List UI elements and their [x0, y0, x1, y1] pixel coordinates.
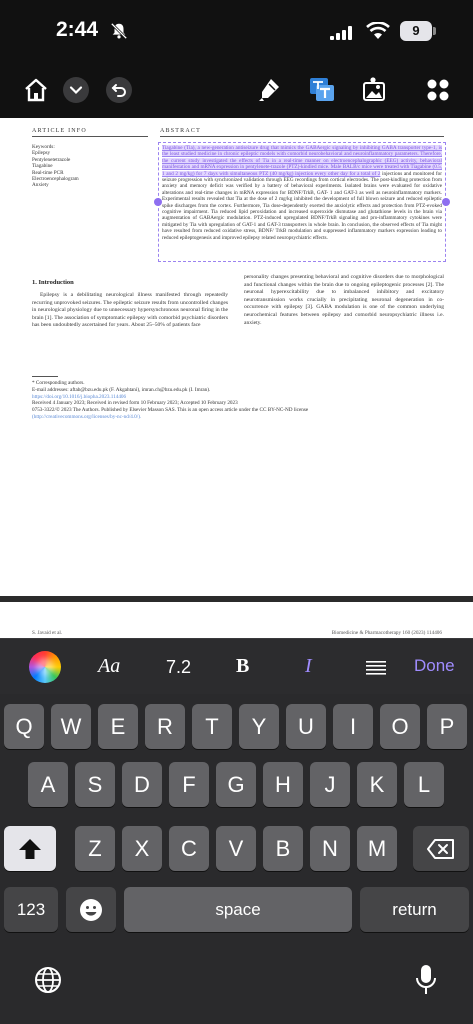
key-z[interactable]: Z — [75, 826, 115, 871]
selection-handle-right[interactable] — [442, 198, 450, 206]
collapse-button[interactable] — [63, 77, 89, 103]
document-view[interactable] — [0, 118, 473, 638]
footnote-label: * Corresponding authors. — [32, 380, 85, 386]
key-v[interactable]: V — [216, 826, 256, 871]
more-tools-button[interactable] — [422, 74, 454, 106]
key-n[interactable]: N — [310, 826, 350, 871]
running-header — [32, 630, 442, 636]
footnote-divider — [32, 376, 58, 377]
backspace-icon — [427, 839, 455, 859]
key-o[interactable]: O — [380, 704, 420, 749]
key-l[interactable]: L — [404, 762, 444, 807]
keyword: Anxiety — [32, 182, 49, 189]
key-i[interactable]: I — [333, 704, 373, 749]
doi-link[interactable]: https://doi.org/10.1016/j.biopha.2023.114406 — [32, 393, 127, 400]
selection-handle-left[interactable] — [154, 198, 162, 206]
text-format-bar — [0, 638, 473, 694]
globe-icon[interactable] — [34, 966, 62, 994]
keyword: Keywords: — [32, 144, 55, 150]
keyword: Tiagabine — [32, 163, 53, 170]
pdf-page-2[interactable] — [0, 602, 473, 638]
key-q[interactable]: Q — [4, 704, 44, 749]
key-d[interactable]: D — [122, 762, 162, 807]
key-r[interactable]: R — [145, 704, 185, 749]
done-button[interactable]: Done — [414, 656, 455, 675]
key-f[interactable]: F — [169, 762, 209, 807]
return-key[interactable] — [360, 887, 469, 932]
color-picker-button[interactable] — [29, 651, 61, 683]
pdf-page-1[interactable] — [0, 118, 473, 596]
numbers-key[interactable] — [4, 887, 58, 932]
delete-key[interactable] — [413, 826, 469, 871]
key-u[interactable]: U — [286, 704, 326, 749]
key-c[interactable]: C — [169, 826, 209, 871]
undo-icon — [111, 82, 127, 98]
align-lines-icon[interactable] — [366, 661, 386, 675]
key-b[interactable]: B — [263, 826, 303, 871]
key-m[interactable]: M — [357, 826, 397, 871]
battery-level: 9 — [400, 21, 432, 41]
running-author: S. Javaid et al. — [32, 630, 63, 636]
battery-tip — [433, 27, 436, 35]
key-e[interactable]: E — [98, 704, 138, 749]
article-info-heading: ARTICLE INFO — [32, 128, 87, 134]
key-p[interactable]: P — [427, 704, 467, 749]
key-y[interactable]: Y — [239, 704, 279, 749]
status-bar — [0, 0, 473, 62]
email-line: E-mail addresses: aftab@bzu.edu.pk (F. Akgahtani), imran.ch@bzu.edu.pk (I. Imran). — [32, 386, 211, 393]
footnotes — [32, 380, 442, 421]
bold-button[interactable]: B — [236, 655, 250, 677]
cellular-signal-icon — [330, 26, 352, 40]
space-label: space — [215, 899, 261, 919]
undo-button[interactable] — [106, 77, 132, 103]
abstract-text-box[interactable] — [158, 142, 446, 262]
received-line: Received 4 January 2023; Received in revised form 10 February 2023; Accepted 10 February 2023 — [32, 400, 238, 407]
keyword: Epilepsy — [32, 150, 51, 157]
keywords-list — [32, 144, 79, 189]
key-h[interactable]: H — [263, 762, 303, 807]
key-j[interactable]: J — [310, 762, 350, 807]
image-tool-button[interactable] — [358, 74, 390, 106]
running-journal: Biomedicine & Pharmacotherapy 160 (2023) 114406 — [331, 630, 442, 636]
keyword: Real-time PCR — [32, 169, 64, 176]
intro-column-1: Epilepsy is a debilitating neurological illness manifested through repeatedly recurring unprovoked seizures. The epileptic seizure results from uncontrolled changes in neurological physiology due to unnecessary hypersynchronous neuronal firing in the brain [1]. The association of symptomatic epilepsy with comorbid psychiatric disorders has been undoubtedly ascertained for years. About 25–50% of patients face — [32, 292, 228, 329]
home-button[interactable] — [20, 74, 52, 106]
keyword: Pentylenetetrazole — [32, 156, 71, 163]
copyright-line: 0753-3322/© 2023 The Authors. Published by Elsevier Masson SAS. This is an open access article under the CC BY-NC-ND license — [32, 407, 309, 414]
bell-slash-icon — [110, 22, 128, 40]
image-person-icon — [360, 76, 388, 104]
abstract-text: injections and monitored for seizure progression with synchronized validation through EEG recordings from cortical electrodes. The post-kindling protection from anxiety and memory deficit was verified by a battery of behavioral experiments. Isolated brains were evaluated for oxidative alterations and real-time changes in mRNA expression for BDNF/TrkB, GAT- 1 and GAT-3 as well as neuroinflammatory markers. Experimental results revealed that Tia at the dose of 2 mg/kg inhibited the development of full blown seizure and reduced epileptic spike discharges from the cortex. Furthermore, Tia dose-dependently exerted the anxiolytic effects and protection from PTZ-evoked cognitive impairment. Tia reduced lipid peroxidation and increased superoxide dismutase and glutathione levels in the brain via augmentation of GABAergic modulation. PTZ-induced upregulated BDNF/TrkB signaling and pro-inflammatory cytokines were mitigated by Tia with upregulation of GAT-1 and GAT-3 transporters in whole brain. In conclusion, the observed effects of Tia might have resulted from reduced oxidative stress, BDNF/ TrkB modulation and suppressed inflammatory markers expression leading to reduced epileptogenesis and improved epilepsy related neuropsychiatric effects. — [162, 170, 443, 241]
key-x[interactable]: X — [122, 826, 162, 871]
grid-icon — [426, 78, 450, 102]
keyword: Electroencephalogram — [32, 176, 79, 183]
microphone-icon[interactable] — [415, 964, 437, 996]
wifi-icon — [366, 22, 390, 40]
divider — [160, 136, 444, 137]
key-s[interactable]: S — [75, 762, 115, 807]
divider — [32, 136, 148, 137]
selected-text[interactable]: Tiagabine (Tia), a new-generation antiseizure drug that mimics the GABAergic signaling by inhibiting GABA transporter type-1, is the least studied medicine in chronic epileptic models with comorbid neurobehavioral and neuroinflammatory parameters. Therefore, the current study investigated the effects of Tia in a real-time manner on electroencephalographic (EEG) activity, behavioral manifestation and mRNA expression in pentylenete-trazole (PTZ)-kindled mice. Male BALB/c mice were treated with Tiagabine (0.5, 1 and 2 mg/kg) for 7 days with simultaneous PTZ (40 mg/kg) injection every other day for a total of 2 — [162, 145, 442, 177]
highlighter-button[interactable] — [253, 74, 285, 106]
space-key[interactable] — [124, 887, 352, 932]
key-w[interactable]: W — [51, 704, 91, 749]
license-link[interactable]: (http://creativecommons.org/licenses/by-nc-nd/4.0/). — [32, 413, 142, 420]
emoji-icon — [79, 898, 103, 922]
key-t[interactable]: T — [192, 704, 232, 749]
text-box-icon — [307, 75, 337, 105]
status-time: 2:44 — [56, 18, 99, 41]
text-tool-button[interactable] — [306, 74, 338, 106]
top-toolbar — [0, 62, 473, 118]
chevron-down-icon — [69, 83, 83, 97]
intro-column-2: personality changes presenting behavioral and cognitive disorders due to morphological and functional changes within the brain due to ongoing epileptogenic processes [2]. The neuronal hyperexcitability due to imbalanced inhibitory and excitatory neurotransmission works crucially in precipitating neuronal degeneration in co-occurrence with epilepsy [3]. GABA modulation is one of the common underlying neurochemical features between epilepsy and comorbid neuropsychiatric illness i.e. anxiety. — [244, 274, 444, 326]
shift-icon — [18, 838, 42, 860]
key-g[interactable]: G — [216, 762, 256, 807]
home-icon — [23, 77, 49, 103]
section-title: 1. Introduction — [32, 279, 74, 286]
keyboard — [0, 694, 473, 1024]
abstract-heading: ABSTRACT — [160, 128, 201, 134]
numbers-label: 123 — [16, 899, 46, 919]
return-label: return — [392, 899, 437, 919]
highlighter-icon — [255, 76, 283, 104]
italic-button[interactable]: I — [305, 655, 312, 677]
font-button[interactable]: Aa — [98, 655, 121, 677]
key-a[interactable]: A — [28, 762, 68, 807]
emoji-key[interactable] — [66, 887, 116, 932]
key-k[interactable]: K — [357, 762, 397, 807]
font-size-button[interactable]: 7.2 — [166, 657, 192, 677]
shift-key[interactable] — [4, 826, 56, 871]
